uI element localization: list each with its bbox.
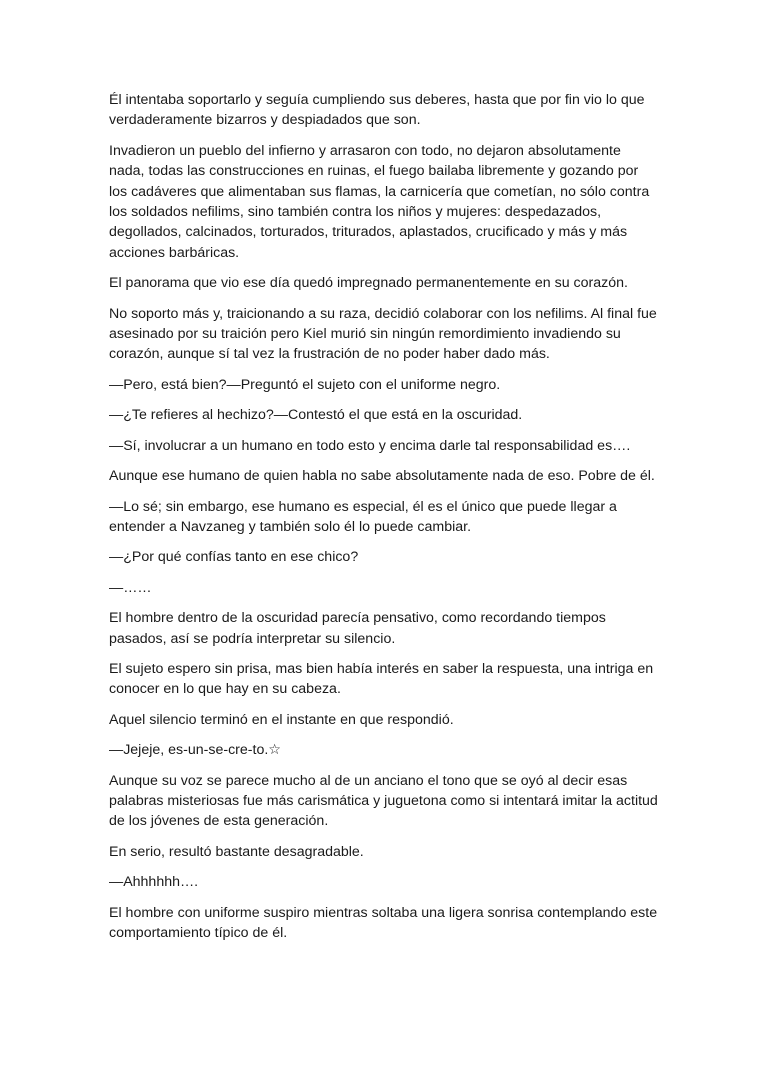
dialogue-line-6: —…… xyxy=(109,579,152,596)
paragraph-5: Aunque ese humano de quien habla no sabe absolutamente nada de eso. Pobre de él. xyxy=(109,468,655,485)
dialogue-line-7: —Jejeje, es-un-se-cre-to.☆ xyxy=(109,742,281,759)
paragraph-10: En serio, resultó bastante desagradable. xyxy=(109,843,364,860)
dialogue-line-2: —¿Te refieres al hechizo?—Contestó el que está en la oscuridad. xyxy=(109,407,523,424)
paragraph-7: El sujeto espero sin prisa, mas bien había interés en saber la respuesta, una intriga en conocer en lo que hay en su cabeza. xyxy=(109,660,654,698)
paragraph-6: El hombre dentro de la oscuridad parecía pensativo, como recordando tiempos pasados, así se podría interpretar su silencio. xyxy=(109,610,606,647)
paragraph-3: El panorama que vio ese día quedó impregnado permanentemente en su corazón. xyxy=(109,275,628,292)
document-page xyxy=(109,90,659,953)
dialogue-line-4: —Lo sé; sin embargo, ese humano es especial, él es el único que puede llegar a entender a Navzaneg y también solo él lo puede cambiar. xyxy=(109,498,617,535)
dialogue-line-5: —¿Por qué confías tanto en ese chico? xyxy=(109,549,359,566)
paragraph-11: El hombre con uniforme suspiro mientras soltaba una ligera sonrisa contemplando este comportamiento típico de él. xyxy=(109,904,658,941)
paragraph-1: Él intentaba soportarlo y seguía cumpliendo sus deberes, hasta que por fin vio lo que verdaderamente bizarros y despiadados que son. xyxy=(109,92,645,129)
paragraph-8: Aquel silencio terminó en el instante en que respondió. xyxy=(109,711,454,728)
paragraph-2: Invadieron un pueblo del infierno y arrasaron con todo, no dejaron absolutamente nada, todas las construcciones en ruinas, el fuego bailaba libremente y gozando por los cadáveres que alimentaban sus flamas, la carnicería que cometían, no sólo contra los soldados nefilims, sino también contra los niños y mujeres: despedazados, degollados, calcinados, torturados, triturados, aplastados, crucificado y más y más acciones barbáricas. xyxy=(109,142,650,261)
dialogue-line-3: —Sí, involucrar a un humano en todo esto y encima darle tal responsabilidad es…. xyxy=(109,437,631,454)
dialogue-line-1: —Pero, está bien?—Preguntó el sujeto con el uniforme negro. xyxy=(109,376,501,393)
paragraph-4: No soporto más y, traicionando a su raza, decidió colaborar con los nefilims. Al final fue asesinado por su traición pero Kiel murió sin ningún remordimiento invadiendo su corazón, aunque sí tal vez la frustración de no poder haber dado más. xyxy=(109,305,657,363)
dialogue-line-8: —Ahhhhhh…. xyxy=(109,874,199,891)
paragraph-9: Aunque su voz se parece mucho al de un anciano el tono que se oyó al decir esas palabras misteriosas fue más carismática y juguetona como si intentará imitar la actitud de los jóvenes de esta generación. xyxy=(109,772,658,830)
